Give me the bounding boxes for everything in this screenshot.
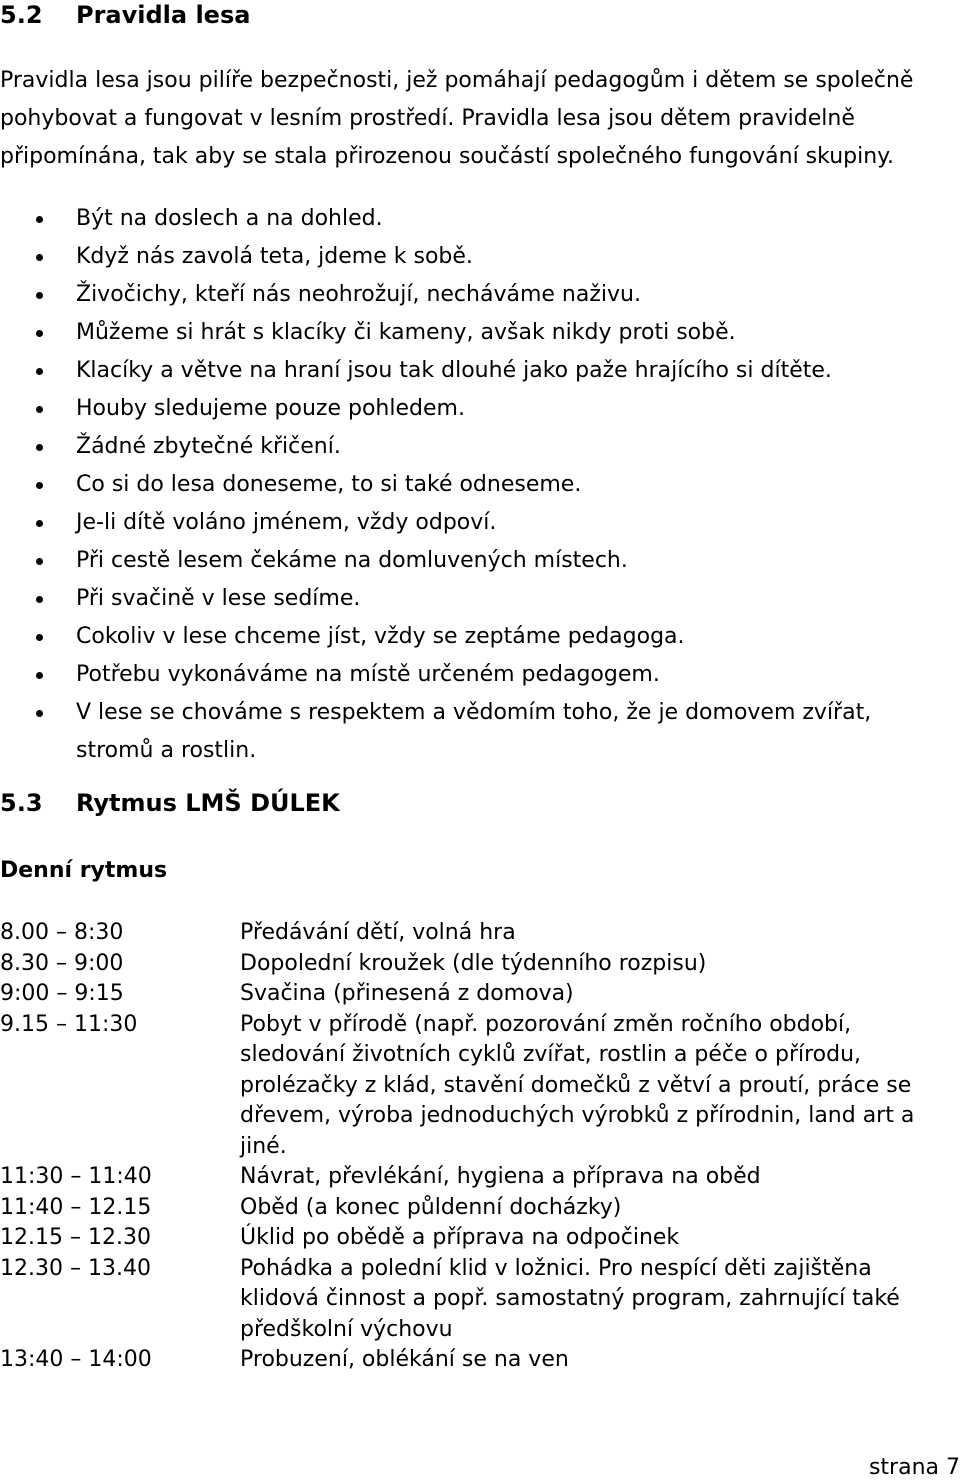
- list-item: [0, 504, 940, 542]
- bullet-icon: [36, 368, 43, 375]
- bullet-icon: [36, 216, 43, 223]
- schedule-row: [0, 1010, 940, 1163]
- schedule-row: [0, 1345, 940, 1376]
- schedule-activity: Úklid po obědě a příprava na odpočinek: [240, 1225, 680, 1250]
- bullet-icon: [36, 710, 43, 717]
- schedule-time: 13:40 – 14:00: [0, 1347, 152, 1372]
- bullet-icon: [36, 520, 43, 527]
- list-item: [0, 428, 940, 466]
- schedule-time: 8.30 – 9:00: [0, 950, 124, 976]
- bullet-icon: [36, 330, 43, 337]
- schedule-activity: Předávání dětí, volná hra: [240, 920, 516, 945]
- schedule-time: 12.30 – 13.40: [0, 1255, 151, 1281]
- rule-text: Klacíky a větve na hraní jsou tak dlouhé jako paže hrajícího si dítěte.: [76, 358, 832, 383]
- schedule-activity: Návrat, převlékání, hygiena a příprava na oběd: [240, 1164, 761, 1189]
- rule-text: Je-li dítě voláno jménem, vždy odpoví.: [76, 510, 497, 535]
- bullet-icon: [36, 596, 43, 603]
- schedule-activity: Pobyt v přírodě (např. pozorování změn ročního období, sledování životních cyklů zvířat, rostlin a péče o přírodu, prolézačky z klád, stavění domečků z větví a proutí, práce se dřevem, výroba jednoduchých výrobků z přírodnin, land art a jiné.: [240, 1011, 915, 1159]
- rule-text: Když nás zavolá teta, jdeme k sobě.: [76, 244, 473, 269]
- schedule-time: 9:00 – 9:15: [0, 981, 124, 1006]
- schedule-time: 11:30 – 11:40: [0, 1164, 152, 1189]
- rule-text: Při svačině v lese sedíme.: [76, 586, 361, 611]
- bullet-icon: [36, 292, 43, 299]
- intro-paragraph: Pravidla lesa jsou pilíře bezpečnosti, jež pomáhají pedagogům i dětem se společně pohybovat a fungovat v lesním prostředí. Pravidla lesa jsou dětem pravidelně připomínána, tak aby se stala přirozenou součástí společného fungování skupiny.: [0, 68, 914, 169]
- bullet-icon: [36, 482, 43, 489]
- schedule-activity: Svačina (přinesená z domova): [240, 981, 574, 1006]
- schedule-row: [0, 1254, 940, 1346]
- schedule-activity: Oběd (a konec půldenní docházky): [240, 1194, 622, 1220]
- bullet-icon: [36, 254, 43, 261]
- list-item: [0, 694, 940, 770]
- rule-text: Houby sledujeme pouze pohledem.: [76, 396, 465, 421]
- page-number: strana 7: [868, 1455, 960, 1480]
- daily-rhythm-heading: Denní rytmus: [0, 858, 168, 883]
- schedule-activity: Probuzení, oblékání se na ven: [240, 1347, 569, 1372]
- daily-schedule: [0, 918, 940, 1376]
- list-item: [0, 238, 940, 276]
- schedule-time: 8.00 – 8:30: [0, 920, 124, 945]
- section-heading-5-3: [0, 788, 340, 818]
- schedule-time: 9.15 – 11:30: [0, 1011, 138, 1037]
- schedule-row: [0, 1162, 940, 1193]
- bullet-icon: [36, 406, 43, 413]
- rule-text: Žádné zbytečné křičení.: [76, 434, 341, 459]
- section-title: Rytmus LMŠ DÚLEK: [76, 789, 340, 817]
- bullet-icon: [36, 444, 43, 451]
- bullet-icon: [36, 634, 43, 641]
- rule-text: Můžeme si hrát s klacíky či kameny, avšak nikdy proti sobě.: [76, 320, 736, 345]
- rule-text: Při cestě lesem čekáme na domluvených místech.: [76, 548, 628, 573]
- rule-text: Živočichy, kteří nás neohrožují, necháváme naživu.: [76, 282, 641, 307]
- schedule-time: 11:40 – 12.15: [0, 1194, 152, 1220]
- section-number: 5.2: [0, 1, 43, 29]
- rule-text: Potřebu vykonáváme na místě určeném pedagogem.: [76, 662, 660, 687]
- section-title: Pravidla lesa: [76, 1, 251, 29]
- rule-text: Cokoliv v lese chceme jíst, vždy se zeptáme pedagoga.: [76, 624, 685, 649]
- list-item: [0, 314, 940, 352]
- bullet-icon: [36, 672, 43, 679]
- list-item: [0, 466, 940, 504]
- schedule-row: [0, 1193, 940, 1224]
- schedule-row: [0, 918, 940, 949]
- schedule-time: 12.15 – 12.30: [0, 1225, 151, 1250]
- schedule-row: [0, 949, 940, 980]
- list-item: [0, 352, 940, 390]
- list-item: [0, 618, 940, 656]
- schedule-row: [0, 1223, 940, 1254]
- list-item: [0, 580, 940, 618]
- rule-text: V lese se chováme s respektem a vědomím toho, že je domovem zvířat, stromů a rostlin.: [76, 700, 872, 763]
- forest-rules-list: [0, 200, 940, 770]
- rule-text: Být na doslech a na dohled.: [76, 206, 383, 231]
- list-item: [0, 200, 940, 238]
- schedule-activity: Pohádka a polední klid v ložnici. Pro nespící děti zajištěna klidová činnost a popř. samostatný program, zahrnující také předškolní výchovu: [240, 1255, 900, 1342]
- list-item: [0, 276, 940, 314]
- list-item: [0, 656, 940, 694]
- list-item: [0, 542, 940, 580]
- bullet-icon: [36, 558, 43, 565]
- schedule-row: [0, 979, 940, 1010]
- section-number: 5.3: [0, 789, 43, 817]
- section-heading-5-2: [0, 0, 250, 30]
- list-item: [0, 390, 940, 428]
- schedule-activity: Dopolední kroužek (dle týdenního rozpisu): [240, 950, 707, 976]
- rule-text: Co si do lesa doneseme, to si také odneseme.: [76, 472, 582, 497]
